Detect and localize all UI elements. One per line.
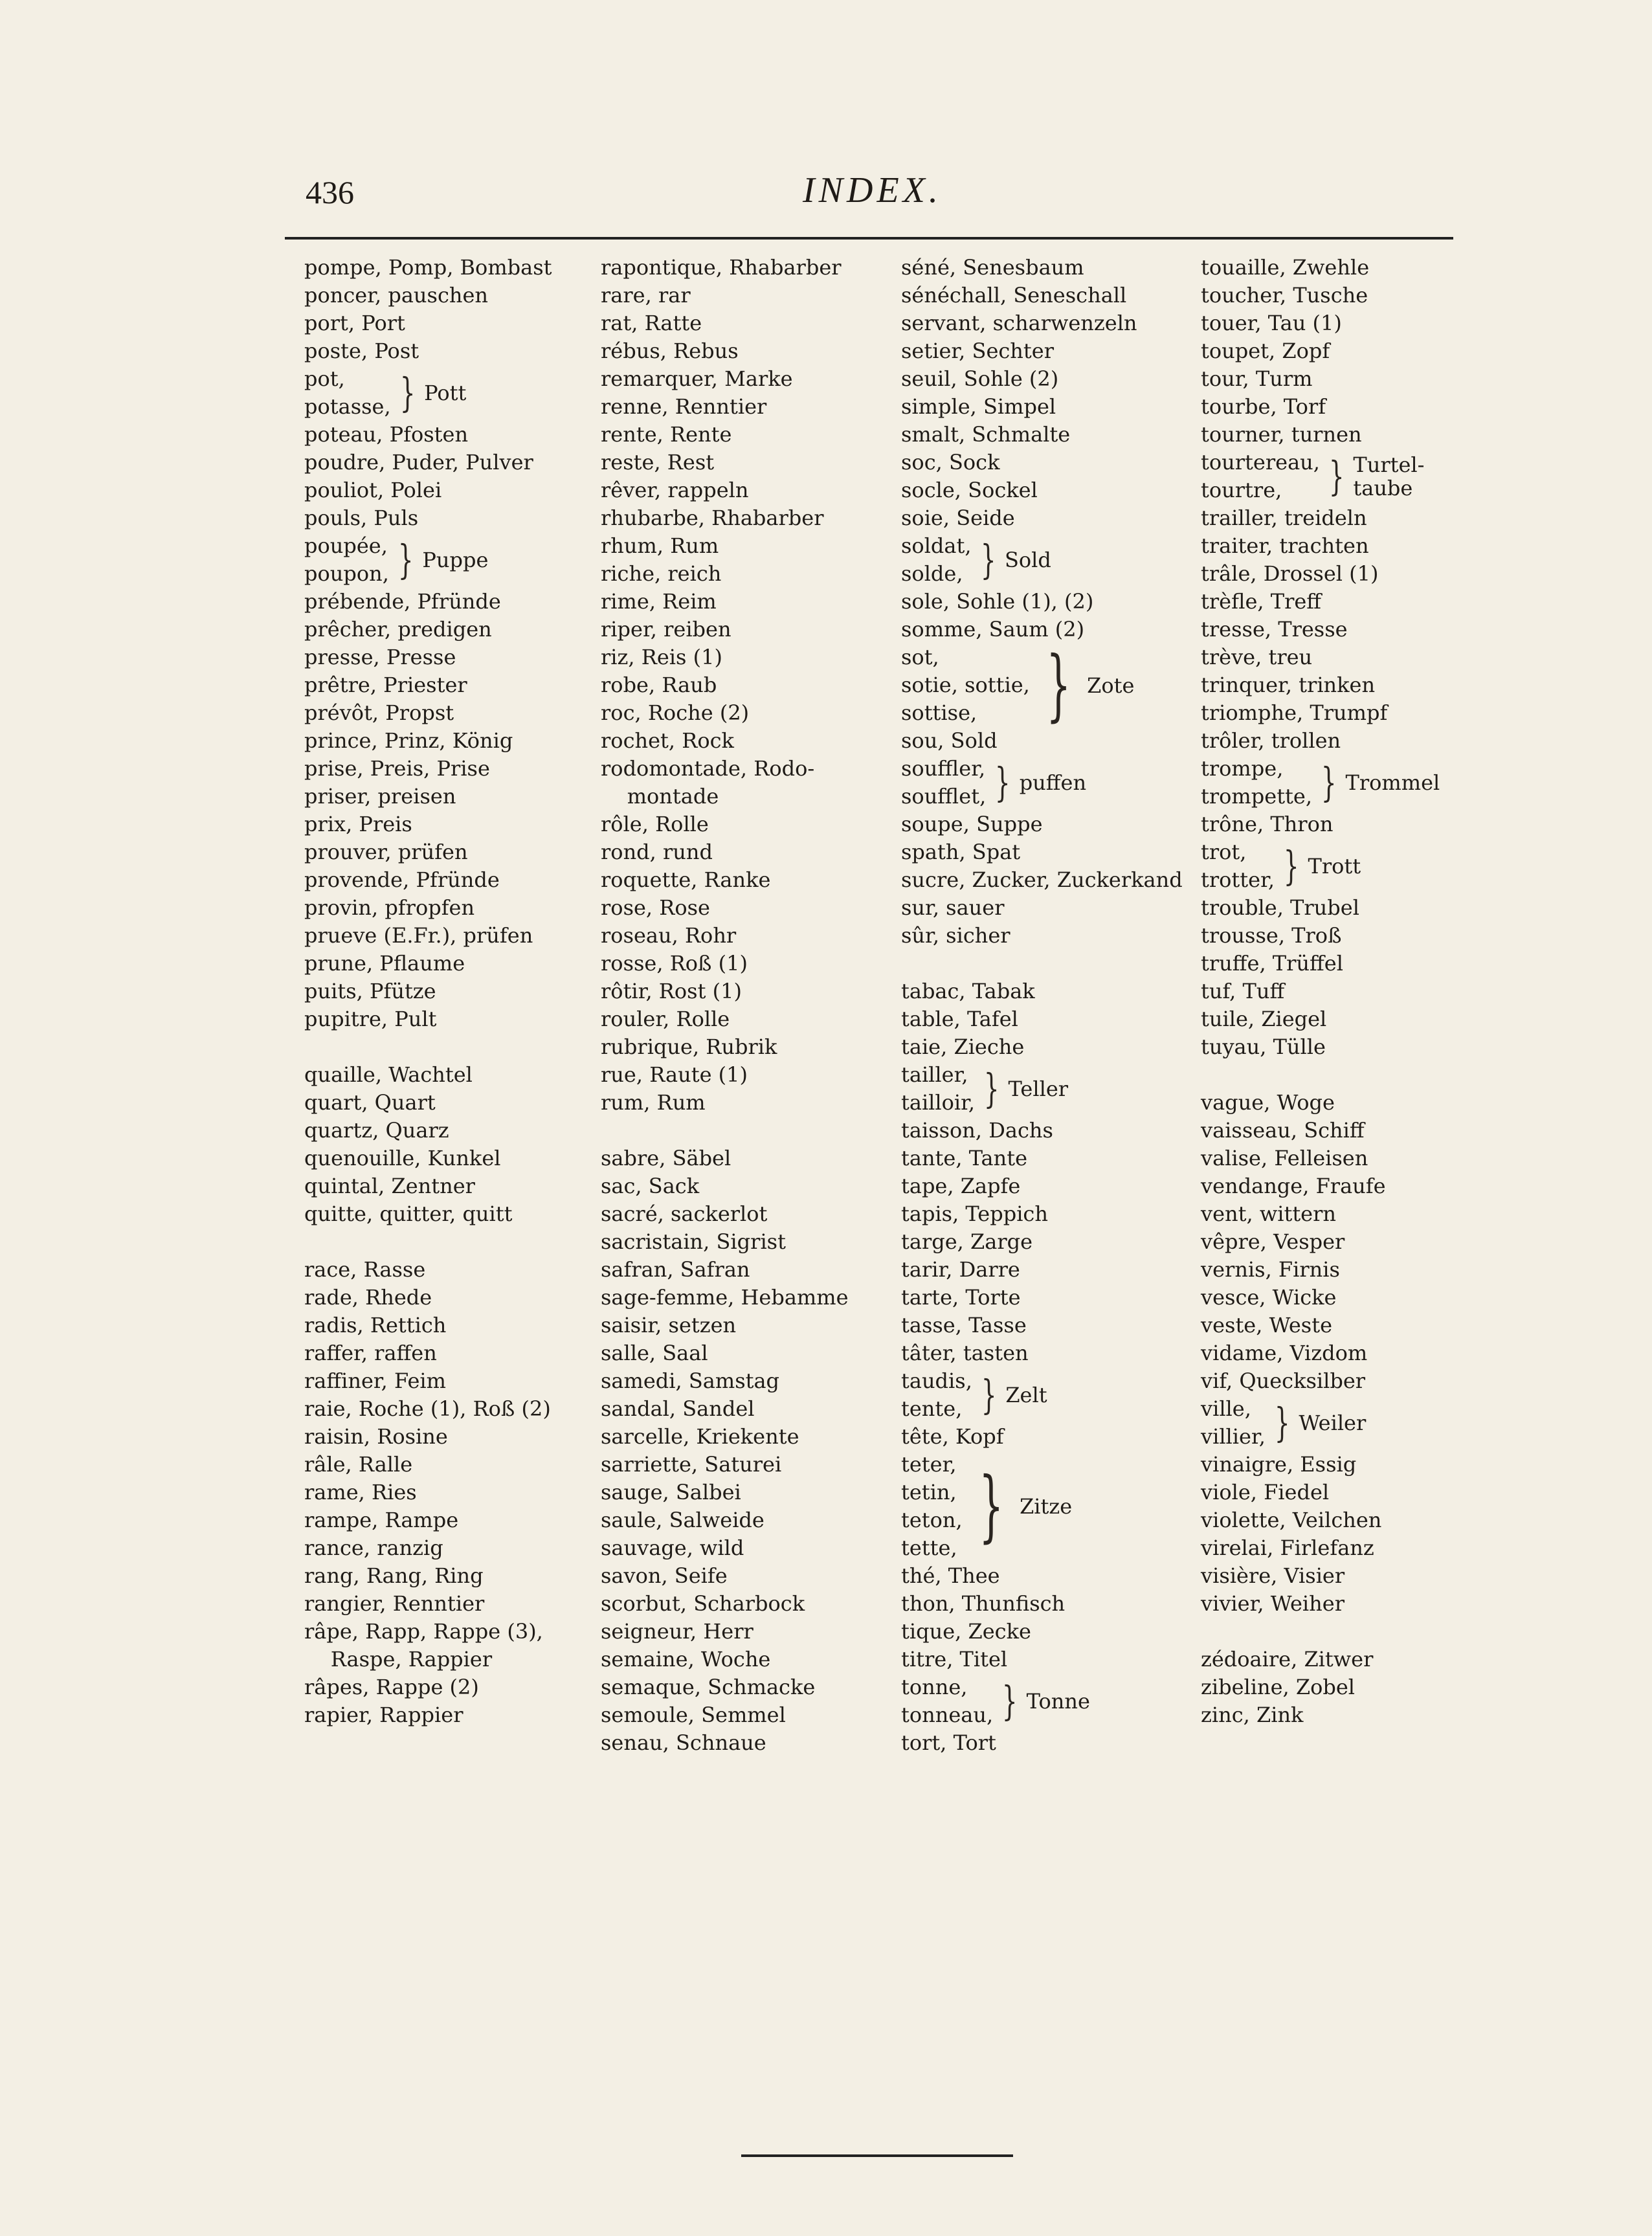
index-entry: soc, Sock xyxy=(901,450,1000,475)
index-entry: rôle, Rolle xyxy=(601,812,709,836)
index-entry: râpes, Rappe (2) xyxy=(304,1675,479,1699)
index-entry: trinquer, trinken xyxy=(1201,673,1376,697)
index-entry: zibeline, Zobel xyxy=(1201,1675,1356,1699)
index-entry: priser, preisen xyxy=(304,784,456,809)
index-term: tonne, xyxy=(901,1675,968,1699)
shared-german-term: Trott xyxy=(1308,854,1361,878)
index-entry: rodomontade, Rodo- xyxy=(601,756,815,781)
index-entry: toupet, Zopf xyxy=(1201,339,1330,363)
index-entry: tape, Zapfe xyxy=(901,1174,1021,1198)
index-entry: trailler, treideln xyxy=(1201,506,1367,530)
index-entry: rare, rar xyxy=(601,283,691,307)
index-entry: samedi, Samstag xyxy=(601,1369,780,1393)
index-term: soufflet, xyxy=(901,784,987,809)
index-entry: seuil, Sohle (2) xyxy=(901,366,1059,391)
index-entry: semaque, Schmacke xyxy=(601,1675,816,1699)
index-entry: vidame, Vizdom xyxy=(1201,1341,1368,1365)
index-entry: robe, Raub xyxy=(601,673,717,697)
index-group-entry xyxy=(901,1367,1173,1423)
index-entry: veste, Weste xyxy=(1201,1313,1333,1337)
index-entry: zinc, Zink xyxy=(1201,1703,1304,1727)
index-entry: Raspe, Rappier xyxy=(304,1647,493,1671)
shared-german-term: Sold xyxy=(1004,548,1051,572)
index-entry: séné, Senesbaum xyxy=(901,255,1084,280)
brace-icon: } xyxy=(1274,1399,1290,1446)
index-entry: tuf, Tuff xyxy=(1201,979,1285,1003)
index-term: tonneau, xyxy=(901,1703,994,1727)
index-term: trot, xyxy=(1201,840,1247,864)
index-entry: tabac, Tabak xyxy=(901,979,1035,1003)
index-entry: quitte, quitter, quitt xyxy=(304,1202,513,1226)
index-entry: triomphe, Trumpf xyxy=(1201,700,1388,725)
index-entry: raffer, raffen xyxy=(304,1341,437,1365)
index-entry: saule, Salweide xyxy=(601,1508,765,1532)
shared-german-term: Weiler xyxy=(1299,1411,1367,1435)
index-entry: tante, Tante xyxy=(901,1146,1028,1170)
index-entry: rébus, Rebus xyxy=(601,339,739,363)
shared-german-term: Tonne xyxy=(1026,1689,1090,1714)
shared-german-term: Zelt xyxy=(1005,1383,1047,1407)
index-entry: senau, Schnaue xyxy=(601,1730,766,1755)
brace-icon: } xyxy=(995,759,1010,806)
index-entry: trône, Thron xyxy=(1201,812,1334,836)
index-entry: tour, Turm xyxy=(1201,366,1313,391)
shared-german-term: Zitze xyxy=(1020,1494,1073,1519)
index-entry: tapis, Teppich xyxy=(901,1202,1048,1226)
index-entry: sandal, Sandel xyxy=(601,1396,755,1421)
index-term: tourtre, xyxy=(1201,478,1282,502)
index-term: trotter, xyxy=(1201,867,1275,892)
index-term: poupée, xyxy=(304,533,388,558)
index-entry: prueve (E.Fr.), prüfen xyxy=(304,923,533,948)
index-entry: quintal, Zentner xyxy=(304,1174,475,1198)
index-entry: provin, pfropfen xyxy=(304,895,475,920)
index-term: tente, xyxy=(901,1396,963,1421)
index-entry: râpe, Rapp, Rappe (3), xyxy=(304,1619,543,1644)
index-entry: raie, Roche (1), Roß (2) xyxy=(304,1396,551,1421)
index-entry: taisson, Dachs xyxy=(901,1118,1053,1143)
index-column-4 xyxy=(1201,254,1473,1729)
index-entry: rapontique, Rhabarber xyxy=(601,255,842,280)
index-entry: quartz, Quarz xyxy=(304,1118,449,1143)
index-entry: sarcelle, Kriekente xyxy=(601,1424,799,1449)
index-term: tailler, xyxy=(901,1062,968,1087)
index-column-1 xyxy=(304,254,576,1729)
index-entry: scorbut, Scharbock xyxy=(601,1591,805,1616)
brace-icon: } xyxy=(983,1065,999,1112)
index-group-entry xyxy=(901,532,1173,588)
index-entry: trôler, trollen xyxy=(1201,728,1341,753)
index-entry: riper, reiben xyxy=(601,617,731,642)
index-entry: riz, Reis (1) xyxy=(601,645,722,669)
index-entry: prêcher, predigen xyxy=(304,617,492,642)
index-entry: vêpre, Vesper xyxy=(1201,1229,1345,1254)
index-entry: pouliot, Polei xyxy=(304,478,442,502)
index-entry: tourbe, Torf xyxy=(1201,394,1326,419)
index-entry: prince, Prinz, König xyxy=(304,728,513,753)
section-gap xyxy=(304,1033,576,1061)
index-term: teter, xyxy=(901,1452,957,1477)
index-entry: targe, Zarge xyxy=(901,1229,1033,1254)
index-entry: vague, Woge xyxy=(1201,1090,1335,1115)
index-entry: quart, Quart xyxy=(304,1090,436,1115)
index-group-entry xyxy=(1201,1395,1473,1451)
index-entry: poudre, Puder, Pulver xyxy=(304,450,533,475)
index-entry: tourner, turnen xyxy=(1201,422,1362,447)
index-entry: trouble, Trubel xyxy=(1201,895,1359,920)
index-entry: vernis, Firnis xyxy=(1201,1257,1340,1282)
index-entry: rôtir, Rost (1) xyxy=(601,979,742,1003)
index-entry: rhubarbe, Rhabarber xyxy=(601,506,824,530)
index-term: pot, xyxy=(304,366,345,391)
index-group-entry xyxy=(304,365,576,421)
index-entry: sacristain, Sigrist xyxy=(601,1229,786,1254)
brace-icon: } xyxy=(1002,1677,1018,1725)
shared-german-term: Trommel xyxy=(1345,770,1440,795)
index-entry: raisin, Rosine xyxy=(304,1424,448,1449)
index-term: souffler, xyxy=(901,756,986,781)
brace-icon: } xyxy=(397,536,414,583)
index-entry: sou, Sold xyxy=(901,728,998,753)
index-entry: tresse, Tresse xyxy=(1201,617,1348,642)
index-entry: poteau, Pfosten xyxy=(304,422,469,447)
index-entry: rampe, Rampe xyxy=(304,1508,459,1532)
index-entry: tuile, Ziegel xyxy=(1201,1007,1327,1031)
index-entry: rouler, Rolle xyxy=(601,1007,730,1031)
index-entry: rosse, Roß (1) xyxy=(601,951,748,976)
index-term: soldat, xyxy=(901,533,972,558)
index-entry: vesce, Wicke xyxy=(1201,1285,1337,1310)
index-entry: raffiner, Feim xyxy=(304,1369,446,1393)
index-entry: touaille, Zwehle xyxy=(1201,255,1370,280)
index-entry: tuyau, Tülle xyxy=(1201,1034,1326,1059)
brace-icon: } xyxy=(1328,453,1345,500)
index-entry: pouls, Puls xyxy=(304,506,419,530)
index-entry: rum, Rum xyxy=(601,1090,706,1115)
index-entry: socle, Sockel xyxy=(901,478,1038,502)
index-entry: spath, Spat xyxy=(901,840,1021,864)
index-entry: vaisseau, Schiff xyxy=(1201,1118,1365,1143)
page-number: 436 xyxy=(306,174,354,210)
index-entry: tort, Tort xyxy=(901,1730,996,1755)
index-entry: pompe, Pomp, Bombast xyxy=(304,255,552,280)
index-entry: radis, Rettich xyxy=(304,1313,447,1337)
index-entry: poncer, pauschen xyxy=(304,283,489,307)
page-title: INDEX. xyxy=(803,170,942,210)
index-entry: tique, Zecke xyxy=(901,1619,1031,1644)
index-entry: vivier, Weiher xyxy=(1201,1591,1345,1616)
index-term: trompe, xyxy=(1201,756,1284,781)
index-entry: vendange, Fraufe xyxy=(1201,1174,1386,1198)
index-term: trompette, xyxy=(1201,784,1313,809)
index-entry: somme, Saum (2) xyxy=(901,617,1085,642)
index-entry: rapier, Rappier xyxy=(304,1703,463,1727)
index-entry: truffe, Trüffel xyxy=(1201,951,1343,976)
index-entry: servant, scharwenzeln xyxy=(901,311,1137,335)
index-entry: sûr, sicher xyxy=(901,923,1010,948)
index-entry: montade xyxy=(601,784,719,809)
index-group-entry xyxy=(901,755,1173,811)
index-entry: touer, Tau (1) xyxy=(1201,311,1342,335)
index-entry: rubrique, Rubrik xyxy=(601,1034,777,1059)
index-entry: thon, Thunfisch xyxy=(901,1591,1066,1616)
brace-icon: } xyxy=(399,369,416,416)
index-entry: vif, Quecksilber xyxy=(1201,1369,1366,1393)
index-entry: traiter, trachten xyxy=(1201,533,1369,558)
shared-german-term: Turtel- taube xyxy=(1353,453,1425,500)
index-entry: roseau, Rohr xyxy=(601,923,737,948)
index-entry: viole, Fiedel xyxy=(1201,1480,1330,1504)
index-entry: semaine, Woche xyxy=(601,1647,771,1671)
index-entry: vinaigre, Essig xyxy=(1201,1452,1357,1477)
index-entry: sole, Sohle (1), (2) xyxy=(901,589,1094,614)
index-group-entry xyxy=(1201,838,1473,894)
shared-german-term: puffen xyxy=(1019,770,1087,795)
index-entry: rochet, Rock xyxy=(601,728,734,753)
index-term: tette, xyxy=(901,1536,957,1560)
index-entry: trousse, Troß xyxy=(1201,923,1342,948)
index-entry: sac, Sack xyxy=(601,1174,700,1198)
index-term: taudis, xyxy=(901,1369,972,1393)
index-entry: smalt, Schmalte xyxy=(901,422,1071,447)
index-entry: savon, Seife xyxy=(601,1563,728,1588)
end-rule xyxy=(741,2154,1013,2157)
index-entry: râle, Ralle xyxy=(304,1452,413,1477)
brace-icon: } xyxy=(1045,640,1071,730)
index-entry: toucher, Tusche xyxy=(1201,283,1368,307)
index-term: ville, xyxy=(1201,1396,1251,1421)
index-group-entry xyxy=(901,640,1173,730)
index-entry: virelai, Firlefanz xyxy=(1201,1536,1374,1560)
index-term: solde, xyxy=(901,561,963,586)
index-entry: trèfle, Treff xyxy=(1201,589,1322,614)
index-entry: sucre, Zucker, Zuckerkand xyxy=(901,867,1183,892)
index-entry: prix, Preis xyxy=(304,812,412,836)
section-gap xyxy=(304,1228,576,1256)
index-entry: semoule, Semmel xyxy=(601,1703,786,1727)
index-entry: rame, Ries xyxy=(304,1480,417,1504)
index-entry: violette, Veilchen xyxy=(1201,1508,1382,1532)
index-entry: sacré, sackerlot xyxy=(601,1202,768,1226)
brace-icon: } xyxy=(1321,759,1337,806)
index-entry: trâle, Drossel (1) xyxy=(1201,561,1379,586)
index-group-entry xyxy=(901,1061,1173,1117)
brace-icon: } xyxy=(980,536,996,583)
index-entry: rime, Reim xyxy=(601,589,717,614)
index-entry: rangier, Renntier xyxy=(304,1591,485,1616)
index-entry: port, Port xyxy=(304,311,405,335)
index-entry: thé, Thee xyxy=(901,1563,1000,1588)
index-entry: tête, Kopf xyxy=(901,1424,1004,1449)
index-entry: soie, Seide xyxy=(901,506,1015,530)
index-entry: salle, Saal xyxy=(601,1341,708,1365)
index-term: sotie, sottie, xyxy=(901,673,1030,697)
index-entry: sabre, Säbel xyxy=(601,1146,731,1170)
index-entry: saisir, setzen xyxy=(601,1313,737,1337)
index-entry: taie, Zieche xyxy=(901,1034,1025,1059)
index-entry: prévôt, Propst xyxy=(304,700,454,725)
index-entry: roc, Roche (2) xyxy=(601,700,750,725)
index-entry: sénéchall, Seneschall xyxy=(901,283,1127,307)
index-entry: sur, sauer xyxy=(901,895,1005,920)
header-rule xyxy=(285,237,1453,240)
index-term: poupon, xyxy=(304,561,389,586)
index-entry: sauge, Salbei xyxy=(601,1480,741,1504)
shared-german-term: Teller xyxy=(1008,1077,1069,1101)
index-entry: puits, Pfütze xyxy=(304,979,436,1003)
index-entry: rat, Ratte xyxy=(601,311,702,335)
section-gap xyxy=(1201,1618,1473,1646)
index-entry: quaille, Wachtel xyxy=(304,1062,473,1087)
shared-german-term: Zote xyxy=(1087,673,1135,698)
index-entry: pupitre, Pult xyxy=(304,1007,437,1031)
index-entry: reste, Rest xyxy=(601,450,715,475)
index-entry: presse, Presse xyxy=(304,645,456,669)
index-group-entry xyxy=(1201,449,1473,504)
index-entry: remarquer, Marke xyxy=(601,366,793,391)
index-column-2 xyxy=(601,254,873,1757)
index-entry: roquette, Ranke xyxy=(601,867,771,892)
index-entry: prune, Pflaume xyxy=(304,951,465,976)
brace-icon: } xyxy=(1283,842,1299,889)
index-entry: rade, Rhede xyxy=(304,1285,432,1310)
index-group-entry xyxy=(901,1451,1173,1562)
shared-german-term: Pott xyxy=(424,381,467,405)
index-group-entry xyxy=(1201,755,1473,811)
section-gap xyxy=(1201,1061,1473,1089)
index-entry: rente, Rente xyxy=(601,422,732,447)
index-group-entry xyxy=(304,532,576,588)
index-entry: quenouille, Kunkel xyxy=(304,1146,501,1170)
index-entry: safran, Safran xyxy=(601,1257,750,1282)
brace-icon: } xyxy=(978,1461,1003,1551)
index-entry: titre, Titel xyxy=(901,1647,1008,1671)
index-entry: setier, Sechter xyxy=(901,339,1054,363)
index-term: sottise, xyxy=(901,700,977,725)
index-entry: valise, Felleisen xyxy=(1201,1146,1368,1170)
index-entry: prébende, Pfründe xyxy=(304,589,501,614)
index-entry: prêtre, Priester xyxy=(304,673,467,697)
index-entry: sauvage, wild xyxy=(601,1536,744,1560)
index-entry: sarriette, Saturei xyxy=(601,1452,782,1477)
index-entry: rue, Raute (1) xyxy=(601,1062,748,1087)
index-entry: tarte, Torte xyxy=(901,1285,1021,1310)
index-entry: sage-femme, Hebamme xyxy=(601,1285,849,1310)
index-entry: tâter, tasten xyxy=(901,1341,1029,1365)
brace-icon: } xyxy=(981,1371,997,1418)
index-entry: poste, Post xyxy=(304,339,419,363)
index-term: teton, xyxy=(901,1508,963,1532)
index-entry: renne, Renntier xyxy=(601,394,767,419)
index-entry: zédoaire, Zitwer xyxy=(1201,1647,1374,1671)
index-entry: tasse, Tasse xyxy=(901,1313,1027,1337)
index-entry: simple, Simpel xyxy=(901,394,1056,419)
index-entry: trève, treu xyxy=(1201,645,1313,669)
index-entry: provende, Pfründe xyxy=(304,867,500,892)
index-entry: tarir, Darre xyxy=(901,1257,1020,1282)
index-entry: prise, Preis, Prise xyxy=(304,756,490,781)
section-gap xyxy=(601,1117,873,1145)
index-entry: rhum, Rum xyxy=(601,533,719,558)
index-entry: soupe, Suppe xyxy=(901,812,1043,836)
index-group-entry xyxy=(901,1673,1173,1729)
index-entry: seigneur, Herr xyxy=(601,1619,753,1644)
index-term: villier, xyxy=(1201,1424,1266,1449)
index-term: potasse, xyxy=(304,394,391,419)
index-entry: visière, Visier xyxy=(1201,1563,1345,1588)
index-entry: vent, wittern xyxy=(1201,1202,1337,1226)
index-column-3 xyxy=(901,254,1183,1757)
index-entry: rance, ranzig xyxy=(304,1536,443,1560)
index-term: tailloir, xyxy=(901,1090,976,1115)
index-entry: rose, Rose xyxy=(601,895,710,920)
shared-german-term: Puppe xyxy=(422,548,489,572)
index-term: sot, xyxy=(901,645,939,669)
index-term: tourtereau, xyxy=(1201,450,1320,475)
index-entry: rang, Rang, Ring xyxy=(304,1563,484,1588)
index-entry: prouver, prüfen xyxy=(304,840,468,864)
index-entry: riche, reich xyxy=(601,561,722,586)
index-entry: rond, rund xyxy=(601,840,713,864)
index-entry: table, Tafel xyxy=(901,1007,1018,1031)
index-entry: race, Rasse xyxy=(304,1257,426,1282)
section-gap xyxy=(901,950,1173,978)
index-entry: rêver, rappeln xyxy=(601,478,749,502)
index-term: tetin, xyxy=(901,1480,957,1504)
